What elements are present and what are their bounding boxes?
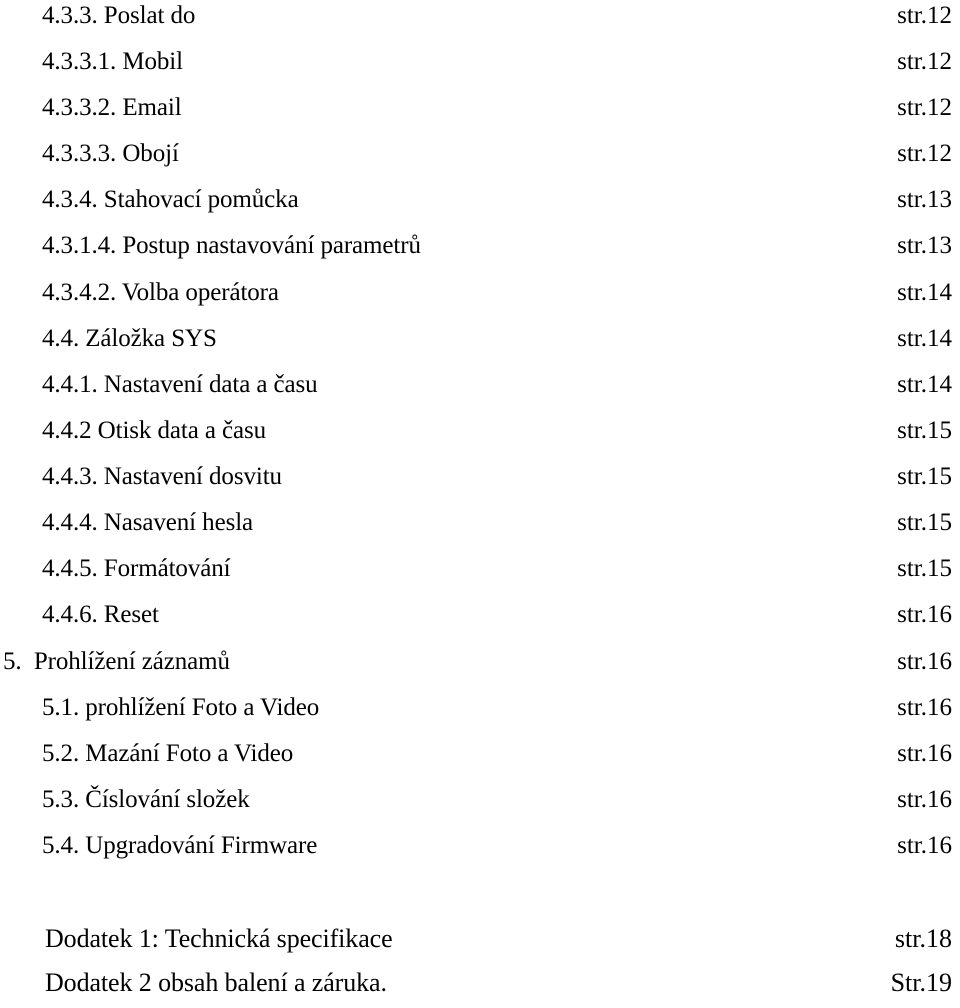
toc-entry-label: 4.3.3. Poslat do: [42, 2, 196, 29]
toc-entry: [0, 370, 960, 410]
toc-entry-label: 5.2. Mazání Foto a Video: [42, 740, 294, 767]
toc-entry-page: str.13: [897, 186, 952, 213]
toc-entry-page: str.15: [897, 463, 952, 490]
toc-entry-label: 4.3.1.4. Postup nastavování parametrů: [42, 232, 421, 259]
toc-entry-label: 4.3.3.3. Obojí: [42, 140, 179, 167]
toc-entry-label: 5.1. prohlížení Foto a Video: [42, 694, 320, 721]
toc-entry-page: str.13: [897, 232, 952, 259]
toc-entry-page: str.16: [897, 648, 952, 675]
toc-entry-page: str.12: [897, 94, 952, 121]
toc-entry-page: str.14: [897, 279, 952, 306]
toc-entry-label: 4.4.6. Reset: [42, 601, 159, 628]
toc-entry-label: 5. Prohlížení záznamů: [3, 648, 230, 675]
toc-entry-page: str.16: [897, 832, 952, 859]
toc-entry: [0, 1, 960, 41]
toc-entry: [0, 47, 960, 87]
toc-entry-label: 4.4.4. Nasavení hesla: [42, 509, 254, 536]
toc-entry-label: 4.3.3.2. Email: [42, 94, 182, 121]
toc-entry: [0, 139, 960, 179]
toc-entry-page: str.15: [897, 555, 952, 582]
toc-entry-label: 4.3.4. Stahovací pomůcka: [42, 186, 299, 213]
toc-entry-page: str.12: [897, 140, 952, 167]
toc-appendix-entry: [0, 968, 960, 1008]
toc-entry-label: 4.4. Záložka SYS: [42, 325, 217, 352]
toc-entry-label: 4.4.2 Otisk data a času: [42, 417, 267, 444]
toc-entry-label: 4.3.4.2. Volba operátora: [42, 279, 279, 306]
toc-entry: [0, 231, 960, 271]
toc-entry-page: str.12: [897, 48, 952, 75]
toc-entry-label: 4.4.5. Formátování: [42, 555, 231, 582]
toc-appendix-label: Dodatek 2 obsah balení a záruka.: [45, 968, 387, 997]
toc-entry: [0, 508, 960, 548]
toc-entry-label: 4.3.3.1. Mobil: [42, 48, 183, 75]
toc-entry: [0, 278, 960, 318]
toc-appendix-entry: [0, 924, 960, 964]
toc-entry-page: str.14: [897, 371, 952, 398]
toc-entry-page: str.15: [897, 509, 952, 536]
toc-entry: [0, 324, 960, 364]
toc-appendix-page: Str.19: [890, 968, 952, 997]
toc-entry: [0, 600, 960, 640]
toc-entry: [0, 554, 960, 594]
toc-entry-label: 5.3. Číslování složek: [42, 786, 250, 813]
toc-entry-label: 4.4.1. Nastavení data a času: [42, 371, 318, 398]
toc-entry: [0, 416, 960, 456]
toc-appendix-page: str.18: [894, 924, 952, 953]
toc-entry: [0, 739, 960, 779]
toc-entry-page: str.12: [897, 2, 952, 29]
toc-entry-label: 5.4. Upgradování Firmware: [42, 832, 318, 859]
toc-entry: [0, 693, 960, 733]
toc-entry: [0, 831, 960, 871]
toc-entry: [0, 185, 960, 225]
toc-entry: [0, 785, 960, 825]
toc-entry-page: str.16: [897, 694, 952, 721]
toc-entry-page: str.15: [897, 417, 952, 444]
toc-entry-page: str.16: [897, 740, 952, 767]
toc-entry: [0, 93, 960, 133]
toc-entry-page: str.16: [897, 601, 952, 628]
toc-entry-page: str.16: [897, 786, 952, 813]
toc-entry-label: 4.4.3. Nastavení dosvitu: [42, 463, 282, 490]
toc-entry-page: str.14: [897, 325, 952, 352]
toc-appendix-label: Dodatek 1: Technická specifikace: [45, 924, 393, 953]
toc-entry: [0, 462, 960, 502]
toc-entry: [0, 647, 960, 687]
